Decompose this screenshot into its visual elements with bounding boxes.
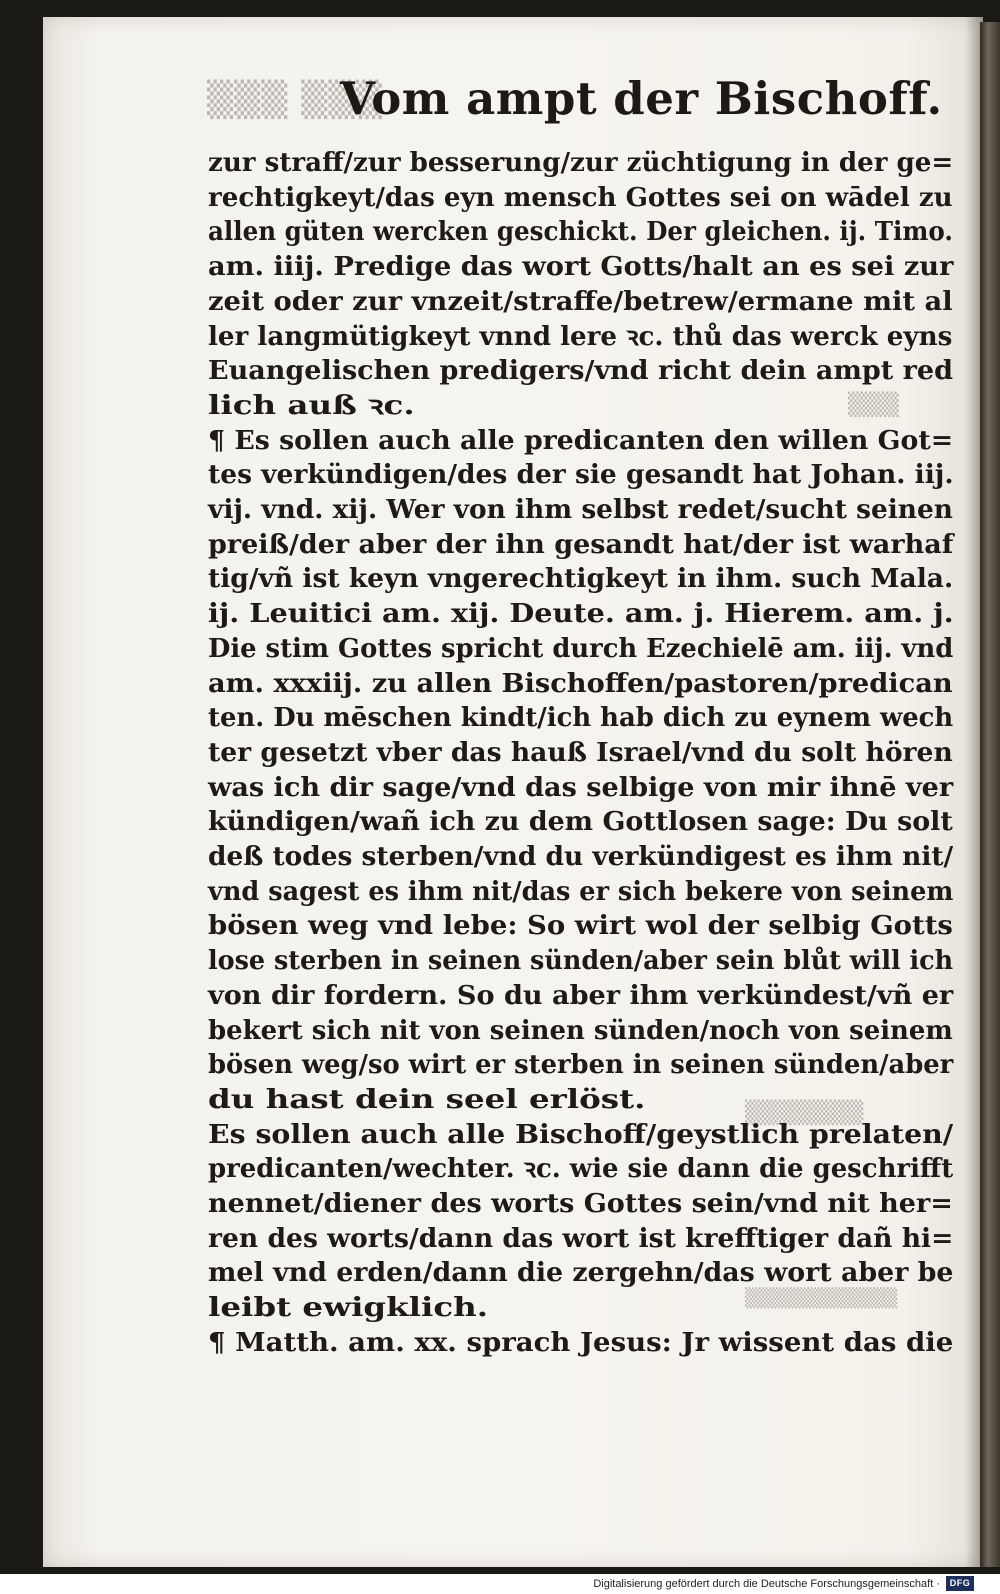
text-line: vnd sagest es ihm nit/das er sich bekere von seinem xyxy=(208,876,954,907)
text-line: ¶ Es sollen auch alle predicanten den willen Got= xyxy=(208,425,954,456)
text-line: ten. Du mēschen kindt/ich hab dich zu eynem wech xyxy=(208,703,954,734)
facing-page-edge xyxy=(980,22,1000,1567)
text-line: Euangelischen predigers/vnd richt dein ampt red xyxy=(208,356,953,387)
text-line: lich auß ꝛc. xyxy=(208,390,415,421)
text-line: vij. vnd. xij. Wer von ihm selbst redet/sucht seinen xyxy=(208,495,953,525)
running-head: Vom ampt der Bischoff. xyxy=(340,72,943,125)
text-line: am. xxxiij. zu allen Bischoffen/pastoren/predican xyxy=(208,668,953,699)
text-line: du hast dein seel erlöst. xyxy=(208,1084,646,1115)
text-line: leibt ewigklich. xyxy=(208,1293,489,1324)
text-line: kündigen/wañ ich zu dem Gottlosen sage: Du solt xyxy=(208,807,953,838)
text-line: Es sollen auch alle Bischoff/geystlich prelaten/ xyxy=(208,1119,954,1150)
colophon-bar xyxy=(0,1574,1000,1594)
funding-note: Digitalisierung gefördert durch die Deutsche Forschungsgemeinschaft · xyxy=(593,1578,940,1590)
text-line: ren des worts/dann das wort ist krefftiger dañ hi= xyxy=(208,1223,954,1254)
text-line: tig/vñ ist keyn vngerechtigkeyt in ihm. such Mala. xyxy=(208,564,954,595)
text-line: was ich dir sage/vnd das selbige von mir ihnē ver xyxy=(208,772,954,803)
show-through-marginal: ▒▒▒▒▒▒▒ xyxy=(745,1100,864,1126)
text-line: ter gesetzt vber das hauß Israel/vnd du solt hören xyxy=(208,737,953,768)
text-line: mel vnd erden/dann die zergehn/das wort aber be xyxy=(208,1258,954,1289)
text-line: tes verkündigen/des der sie gesandt hat Johan. iij. xyxy=(208,460,954,491)
text-line: lose sterben in seinen sünden/aber sein blůt will ich xyxy=(208,946,954,977)
text-line: predicanten/wechter. ꝛc. wie sie dann die geschrifft xyxy=(208,1154,954,1185)
text-line: bösen weg vnd lebe: So wirt wol der selbig Gotts xyxy=(208,911,953,942)
text-line: ij. Leuitici am. xij. Deute. am. j. Hierem. am. j. xyxy=(208,599,954,630)
show-through-header: ▒▒▒ ▒▒▒ xyxy=(207,80,383,120)
text-line: allen güten wercken geschickt. Der gleichen. ij. Timo. xyxy=(208,217,953,248)
text-line: ler langmütigkeyt vnnd lere ꝛc. thů das werck eyns xyxy=(208,321,953,352)
text-line: deß todes sterben/vnd du verkündigest es ihm nit/ xyxy=(208,842,954,872)
text-line: nennet/diener des worts Gottes sein/vnd nit her= xyxy=(208,1189,953,1219)
text-line: ¶ Matth. am. xx. sprach Jesus: Jr wissent das die xyxy=(208,1327,954,1358)
text-line: rechtigkeyt/das eyn mensch Gottes sei on wādel zu xyxy=(208,182,953,213)
text-line: von dir fordern. So du aber ihm verkündest/vñ er xyxy=(208,980,954,1011)
text-line: am. iiij. Predige das wort Gotts/halt an es sei zur xyxy=(208,252,954,283)
show-through-marginal: ▒▒▒▒▒▒▒▒▒▒▒ xyxy=(745,1288,898,1309)
text-line: zur straff/zur besserung/zur züchtigung in der ge= xyxy=(208,148,954,178)
text-line: zeit oder zur vnzeit/straffe/betrew/ermane mit al xyxy=(208,286,953,317)
show-through-marginal: ▒▒▒ xyxy=(848,392,899,418)
text-line: bösen weg/so wirt er sterben in seinen sünden/aber xyxy=(208,1050,954,1081)
text-line: bekert sich nit von seinen sünden/noch von seinem xyxy=(208,1015,953,1046)
dfg-logo: DFG xyxy=(946,1576,974,1591)
text-line: preiß/der aber der ihn gesandt hat/der ist warhaf xyxy=(208,529,954,560)
text-line: Die stim Gottes spricht durch Ezechielē am. iij. vnd xyxy=(208,633,954,664)
